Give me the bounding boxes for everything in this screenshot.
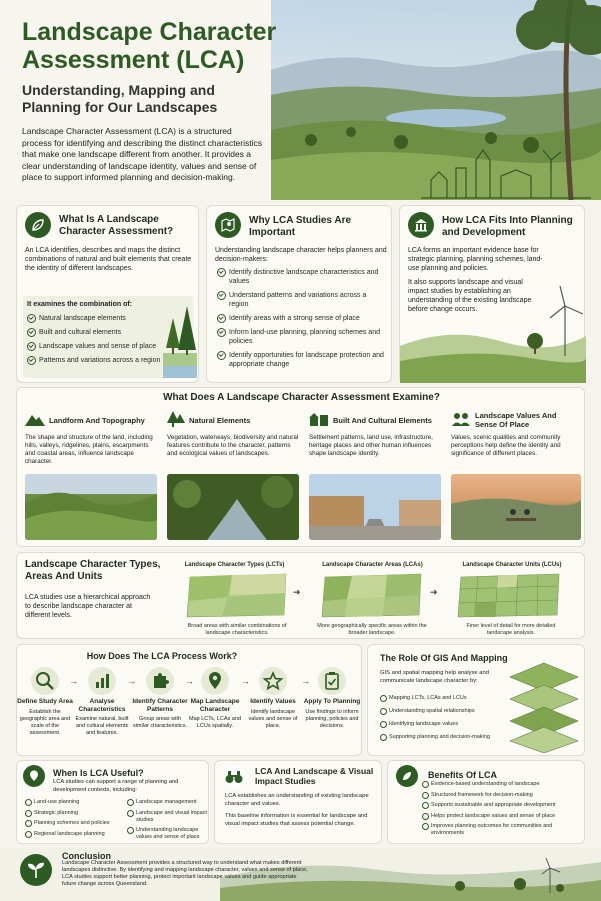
location-pin-icon [23, 765, 45, 787]
gis-text: GIS and spatial mapping help analyse and communicate landscape character by: [380, 670, 489, 684]
list-item: Identifying landscape values [380, 721, 505, 728]
process-step-1 [17, 667, 73, 737]
list-item: Supports sustainable and appropriate development [422, 802, 582, 809]
process-step-3 [131, 667, 189, 730]
list-item: Evidence-based understanding of landscape [422, 781, 582, 788]
examine-column-natural [165, 408, 301, 544]
list-item: Improves planning outcomes for communities and environments [422, 823, 582, 837]
map-caption: Finer level of detail for more detailed landscape analysis. [466, 623, 556, 636]
visual-title: LCA And Landscape & Visual Impact Studies [255, 766, 374, 786]
useful-text: LCA studies can support a range of planning and development contexts, including: [53, 779, 179, 793]
fits-card [399, 205, 585, 383]
leaf-icon [25, 212, 51, 238]
step-title: Map Landscape Character [190, 698, 240, 713]
examine-column-landform [23, 408, 159, 544]
column-title: Built And Cultural Elements [333, 416, 432, 425]
column-title: Natural Elements [189, 416, 251, 425]
list-item: Built and cultural elements [27, 328, 167, 337]
list-item: Identify areas with a strong sense of place [217, 314, 387, 323]
types-text: LCA studies use a hierarchical approach to describe landscape character at different levels. [25, 594, 151, 619]
arrow-icon: ➜ [293, 587, 301, 597]
fits-title: How LCA Fits Into Planning and Development [442, 215, 573, 238]
process-section [16, 644, 362, 756]
conclusion-text: Landscape Character Assessment provides a structured way to understand what makes different landscapes distinctive. By identifying and mapping landscape character, values and sense of place, LCA studies support better planning, protect important landscape values and guide appropriate future change across Queensland. [62, 860, 308, 887]
list-item: Supporting planning and decision-making [380, 734, 505, 741]
process-step-2 [73, 667, 131, 737]
list-item: Mapping LCTs, LCAs and LCUs [380, 695, 505, 702]
puzzle-icon [146, 667, 174, 695]
map-label: Landscape Character Types (LCTs) [184, 562, 285, 568]
hills-photo [25, 474, 157, 540]
gis-section [367, 644, 585, 756]
column-text: Settlement patterns, land use, infrastructure, heritage places and other human influences shape landscape identity. [309, 434, 433, 457]
clipboard-icon [318, 667, 346, 695]
fits-text-1: LCA forms an important evidence base for strategic planning, planning schemes, land-use planning and policies. [408, 247, 543, 272]
step-title: Analyse Characteristics [78, 698, 126, 713]
visual-text-1: LCA establishes an understanding of existing landscape character and values. [225, 793, 369, 807]
list-item: Regional landscape planning [25, 831, 120, 838]
list-item: Inform land-use planning, planning schemes and policies [217, 328, 387, 346]
step-title: Apply To Planning [303, 698, 361, 705]
wind-turbine-landscape [400, 286, 586, 383]
list-item: Patterns and variations across a region [27, 356, 167, 365]
step-desc: Examine natural, built and cultural elements and features. [75, 716, 129, 736]
bar-chart-icon [88, 667, 116, 695]
useful-section [16, 760, 209, 844]
page-subtitle: Understanding, Mapping and Planning for Our Landscapes [22, 82, 218, 115]
examine-title: What Does A Landscape Character Assessment Examine? [163, 392, 440, 403]
types-title: Landscape Character Types, Areas And Units [25, 559, 161, 582]
arrow-icon: → [301, 676, 310, 686]
benefits-list [422, 781, 582, 841]
list-item: Strategic planning [25, 810, 120, 817]
visual-text-2: This baseline information is essential for landscape and visual impact studies that assess potential change. [225, 813, 368, 827]
examine-column-built [307, 408, 443, 544]
list-item: Identify distinctive landscape characteristics and values [217, 268, 387, 286]
star-icon [259, 667, 287, 695]
arrow-icon: ➜ [430, 587, 438, 597]
fits-text-2: It also supports landscape and visual impact studies by establishing an understanding of the existing landscape before change occurs. [408, 279, 532, 313]
examines-list [27, 314, 167, 370]
list-item: Understanding spatial relationships [380, 708, 505, 715]
map-pin-icon [201, 667, 229, 695]
list-item: Planning schemes and policies [25, 820, 120, 827]
process-title: How Does The LCA Process Work? [86, 651, 238, 661]
page-title: Landscape Character Assessment (LCA) [22, 18, 277, 74]
list-item: Understand patterns and variations across a region [217, 291, 387, 309]
visual-section [214, 760, 382, 844]
benefits-title: Benefits Of LCA [428, 770, 498, 780]
map-icon [215, 212, 241, 238]
list-item: Landscape values and sense of place [27, 342, 167, 351]
what-is-title: What Is A Landscape Character Assessment? [59, 214, 174, 237]
useful-left-list [25, 799, 120, 841]
benefits-section [387, 760, 585, 844]
sunset-view-photo [451, 474, 581, 540]
intro-paragraph: Landscape Character Assessment (LCA) is a structured process for identifying and describing the distinct characteristics that make one landscape different from another. It provides a clear understanding of landscape identity, values and sense of place to support informed planning and decision-making. [22, 126, 263, 182]
map-caption: More geographically specific areas within the broader landscape. [317, 623, 427, 636]
examines-label: It examines the combination of: [27, 301, 133, 308]
map-label: Landscape Character Units (LCUs) [462, 562, 562, 568]
binoculars-icon [223, 766, 245, 788]
lca-map [317, 571, 427, 619]
building-icon [408, 212, 434, 238]
conclusion-title: Conclusion [62, 851, 111, 861]
list-item: Natural landscape elements [27, 314, 167, 323]
what-is-text: An LCA identifies, describes and maps the distinct combinations of natural and built elements that create the identity of different landscapes. [25, 247, 192, 272]
hero-banner [0, 0, 601, 200]
map-caption: Broad areas with similar combinations of landscape characteristics. [187, 623, 287, 636]
arrow-icon: → [127, 676, 136, 686]
column-text: The shape and structure of the land, including hills, valleys, ridgelines, plains, escarpments and coastal areas, influence landscape character. [25, 434, 153, 465]
arrow-icon: → [185, 676, 194, 686]
list-item: Understanding landscape values and sense of place [127, 827, 207, 841]
creek-photo [167, 474, 299, 540]
step-desc: Use findings to inform planning, policies and decisions. [305, 708, 359, 729]
useful-right-list [127, 799, 207, 845]
why-list [217, 268, 387, 374]
examine-column-values [449, 408, 583, 544]
why-title: Why LCA Studies Are Important [249, 215, 352, 238]
trees-illustration [163, 298, 197, 378]
mountain-icon [25, 412, 45, 426]
arrow-icon: → [69, 676, 78, 686]
process-step-4 [187, 667, 243, 730]
step-desc: Group areas with similar characteristics. [132, 716, 188, 729]
step-desc: Identify landscape values and sense of place. [248, 708, 298, 729]
tree-icon [167, 411, 185, 427]
column-title: Landscape Values And Sense Of Place [475, 411, 557, 429]
step-desc: Map LCTs, LCAs and LCUs spatially. [189, 716, 241, 729]
people-icon [451, 412, 471, 426]
process-step-6 [303, 667, 361, 730]
gis-list [380, 695, 505, 745]
step-title: Identify Values [250, 698, 296, 705]
useful-title: When Is LCA Useful? [53, 768, 144, 778]
list-item: Landscape management [127, 799, 207, 806]
leaf-seedling-icon [20, 854, 52, 886]
magnifier-icon [31, 667, 59, 695]
lcu-map [453, 571, 565, 619]
list-item: Structured framework for decision-making [422, 792, 582, 799]
column-title: Landform And Topography [49, 416, 145, 425]
process-step-5 [243, 667, 303, 730]
gis-layers-illustration [508, 657, 580, 753]
list-item: Helps protect landscape values and sense of place [422, 813, 582, 820]
gis-title: The Role Of GIS And Mapping [380, 653, 508, 663]
what-is-card [16, 205, 199, 383]
step-desc: Establish the geographic area and scale of the assessment. [19, 708, 71, 736]
list-item: Land-use planning [25, 799, 120, 806]
arrow-icon: → [241, 676, 250, 686]
step-title: Define Study Area [17, 698, 73, 705]
list-item: Landscape and visual impact studies [127, 810, 207, 824]
list-item: Identify opportunities for landscape protection and appropriate change [217, 351, 387, 369]
examine-section [16, 387, 585, 547]
map-label: Landscape Character Areas (LCAs) [322, 562, 423, 568]
street-photo [309, 474, 441, 540]
step-title: Identify Character Patterns [132, 698, 188, 713]
conclusion-section [0, 848, 601, 901]
why-card [206, 205, 392, 383]
buildings-icon [309, 412, 329, 426]
column-text: Vegetation, waterways, biodiversity and natural features contribute to the character, patterns and ecological values of landscapes. [167, 434, 299, 457]
leaf-benefit-icon [396, 765, 418, 787]
types-section [16, 552, 585, 639]
column-text: Values, scenic qualities and community perceptions help define the identity and significance of different places. [451, 434, 561, 457]
why-text: Understanding landscape character helps planners and decision-makers: [215, 247, 387, 263]
lct-map [182, 571, 292, 619]
